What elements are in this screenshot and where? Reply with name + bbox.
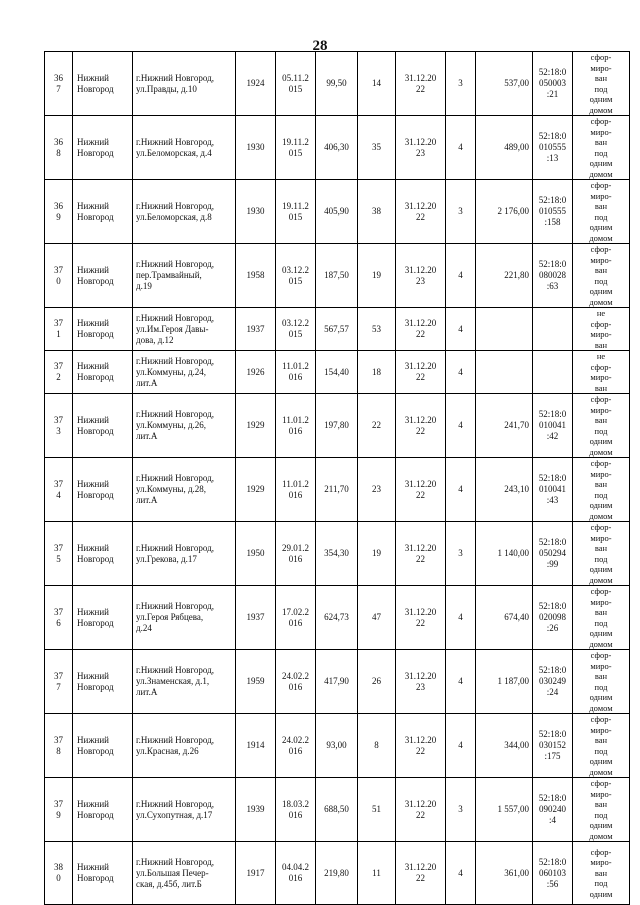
cadastral-number-cell: 52:18:0 080028 :63 <box>533 244 573 308</box>
resettlement-deadline-cell: 31.12.20 22 <box>396 52 446 116</box>
land-area-cell: 1 140,00 <box>476 522 533 586</box>
resettlement-deadline-cell: 31.12.20 22 <box>396 522 446 586</box>
address-cell: г.Нижний Новгород, ул.Сухопутная, д.17 <box>133 778 236 842</box>
city-cell: Нижний Новгород <box>73 714 133 778</box>
table-row <box>45 778 630 842</box>
residents-cell: 38 <box>358 180 396 244</box>
land-status-cell: сфор- миро- ван под одним домом <box>573 244 630 308</box>
year-built-cell: 1917 <box>236 842 276 905</box>
table-row <box>45 116 630 180</box>
cadastral-number-cell: 52:18:0 030249 :24 <box>533 650 573 714</box>
row-number-cell: 37 7 <box>45 650 73 714</box>
resettlement-deadline-cell: 31.12.20 23 <box>396 650 446 714</box>
land-area-cell: 241,70 <box>476 394 533 458</box>
land-area-cell: 674,40 <box>476 586 533 650</box>
area-cell: 219,80 <box>316 842 358 905</box>
cadastral-number-cell <box>533 351 573 394</box>
city-cell: Нижний Новгород <box>73 650 133 714</box>
city-cell: Нижний Новгород <box>73 522 133 586</box>
recognition-date-cell: 04.04.2 016 <box>276 842 316 905</box>
table-row <box>45 522 630 586</box>
recognition-date-cell: 29.01.2 016 <box>276 522 316 586</box>
land-status-cell: сфор- миро- ван под одним домом <box>573 778 630 842</box>
row-number-cell: 37 8 <box>45 714 73 778</box>
cadastral-number-cell: 52:18:0 010555 :13 <box>533 116 573 180</box>
recognition-date-cell: 18.03.2 016 <box>276 778 316 842</box>
table-row <box>45 244 630 308</box>
category-cell: 4 <box>446 308 476 351</box>
row-number-cell: 37 1 <box>45 308 73 351</box>
row-number-cell: 36 7 <box>45 52 73 116</box>
city-cell: Нижний Новгород <box>73 116 133 180</box>
city-cell: Нижний Новгород <box>73 180 133 244</box>
recognition-date-cell: 11.01.2 016 <box>276 394 316 458</box>
city-cell: Нижний Новгород <box>73 52 133 116</box>
table-row <box>45 394 630 458</box>
cadastral-number-cell: 52:18:0 090240 :4 <box>533 778 573 842</box>
address-cell: г.Нижний Новгород, ул.Коммуны, д.24, лит.А <box>133 351 236 394</box>
area-cell: 406,30 <box>316 116 358 180</box>
row-number-cell: 36 8 <box>45 116 73 180</box>
cadastral-number-cell: 52:18:0 050294 :99 <box>533 522 573 586</box>
land-area-cell <box>476 351 533 394</box>
cadastral-number-cell: 52:18:0 050003 :21 <box>533 52 573 116</box>
table-row <box>45 650 630 714</box>
category-cell: 4 <box>446 650 476 714</box>
residents-cell: 53 <box>358 308 396 351</box>
year-built-cell: 1939 <box>236 778 276 842</box>
cadastral-number-cell <box>533 308 573 351</box>
cadastral-number-cell: 52:18:0 010555 :158 <box>533 180 573 244</box>
category-cell: 4 <box>446 842 476 905</box>
land-area-cell: 1 557,00 <box>476 778 533 842</box>
land-status-cell: не сфор- миро- ван <box>573 351 630 394</box>
city-cell: Нижний Новгород <box>73 394 133 458</box>
address-cell: г.Нижний Новгород, ул.Коммуны, д.26, лит.А <box>133 394 236 458</box>
resettlement-deadline-cell: 31.12.20 22 <box>396 308 446 351</box>
table-body <box>45 52 630 905</box>
row-number-cell: 38 0 <box>45 842 73 905</box>
land-status-cell: сфор- миро- ван под одним <box>573 842 630 905</box>
area-cell: 154,40 <box>316 351 358 394</box>
residents-cell: 47 <box>358 586 396 650</box>
land-area-cell: 1 187,00 <box>476 650 533 714</box>
residents-cell: 18 <box>358 351 396 394</box>
land-status-cell: сфор- миро- ван под одним домом <box>573 522 630 586</box>
residents-cell: 19 <box>358 244 396 308</box>
table-row <box>45 180 630 244</box>
recognition-date-cell: 03.12.2 015 <box>276 244 316 308</box>
category-cell: 4 <box>446 244 476 308</box>
land-status-cell: сфор- миро- ван под одним домом <box>573 394 630 458</box>
table-row <box>45 308 630 351</box>
recognition-date-cell: 05.11.2 015 <box>276 52 316 116</box>
city-cell: Нижний Новгород <box>73 778 133 842</box>
city-cell: Нижний Новгород <box>73 458 133 522</box>
address-cell: г.Нижний Новгород, ул.Им.Героя Давы- дова, д.12 <box>133 308 236 351</box>
year-built-cell: 1959 <box>236 650 276 714</box>
resettlement-deadline-cell: 31.12.20 22 <box>396 180 446 244</box>
recognition-date-cell: 11.01.2 016 <box>276 458 316 522</box>
year-built-cell: 1914 <box>236 714 276 778</box>
resettlement-deadline-cell: 31.12.20 23 <box>396 116 446 180</box>
year-built-cell: 1930 <box>236 180 276 244</box>
category-cell: 3 <box>446 52 476 116</box>
row-number-cell: 37 6 <box>45 586 73 650</box>
row-number-cell: 36 9 <box>45 180 73 244</box>
recognition-date-cell: 03.12.2 015 <box>276 308 316 351</box>
resettlement-deadline-cell: 31.12.20 22 <box>396 394 446 458</box>
city-cell: Нижний Новгород <box>73 244 133 308</box>
year-built-cell: 1950 <box>236 522 276 586</box>
address-cell: г.Нижний Новгород, ул.Красная, д.26 <box>133 714 236 778</box>
row-number-cell: 37 9 <box>45 778 73 842</box>
resettlement-deadline-cell: 31.12.20 23 <box>396 244 446 308</box>
area-cell: 688,50 <box>316 778 358 842</box>
table-row <box>45 458 630 522</box>
land-status-cell: сфор- миро- ван под одним домом <box>573 650 630 714</box>
residents-cell: 51 <box>358 778 396 842</box>
recognition-date-cell: 17.02.2 016 <box>276 586 316 650</box>
address-cell: г.Нижний Новгород, пер.Трамвайный, д.19 <box>133 244 236 308</box>
area-cell: 624,73 <box>316 586 358 650</box>
year-built-cell: 1929 <box>236 394 276 458</box>
residents-cell: 35 <box>358 116 396 180</box>
area-cell: 211,70 <box>316 458 358 522</box>
category-cell: 4 <box>446 394 476 458</box>
address-cell: г.Нижний Новгород, ул.Героя Рябцева, д.24 <box>133 586 236 650</box>
cadastral-number-cell: 52:18:0 020098 :26 <box>533 586 573 650</box>
area-cell: 187,50 <box>316 244 358 308</box>
city-cell: Нижний Новгород <box>73 308 133 351</box>
address-cell: г.Нижний Новгород, ул.Большая Печер- ская, д.45б, лит.Б <box>133 842 236 905</box>
housing-register-table <box>44 51 630 905</box>
address-cell: г.Нижний Новгород, ул.Беломорская, д.8 <box>133 180 236 244</box>
land-status-cell: сфор- миро- ван под одним домом <box>573 116 630 180</box>
year-built-cell: 1958 <box>236 244 276 308</box>
row-number-cell: 37 4 <box>45 458 73 522</box>
year-built-cell: 1924 <box>236 52 276 116</box>
page-number: 28 <box>312 38 328 54</box>
land-status-cell: сфор- миро- ван под одним домом <box>573 458 630 522</box>
category-cell: 3 <box>446 180 476 244</box>
residents-cell: 22 <box>358 394 396 458</box>
recognition-date-cell: 19.11.2 015 <box>276 116 316 180</box>
recognition-date-cell: 24.02.2 016 <box>276 650 316 714</box>
table-row <box>45 842 630 905</box>
cadastral-number-cell: 52:18:0 010041 :43 <box>533 458 573 522</box>
city-cell: Нижний Новгород <box>73 842 133 905</box>
residents-cell: 11 <box>358 842 396 905</box>
land-status-cell: сфор- миро- ван под одним домом <box>573 180 630 244</box>
table-row <box>45 586 630 650</box>
year-built-cell: 1937 <box>236 586 276 650</box>
category-cell: 3 <box>446 522 476 586</box>
land-status-cell: сфор- миро- ван под одним домом <box>573 52 630 116</box>
residents-cell: 26 <box>358 650 396 714</box>
year-built-cell: 1926 <box>236 351 276 394</box>
area-cell: 417,90 <box>316 650 358 714</box>
land-area-cell: 2 176,00 <box>476 180 533 244</box>
residents-cell: 19 <box>358 522 396 586</box>
address-cell: г.Нижний Новгород, ул.Коммуны, д.28, лит.А <box>133 458 236 522</box>
land-area-cell: 243,10 <box>476 458 533 522</box>
residents-cell: 8 <box>358 714 396 778</box>
resettlement-deadline-cell: 31.12.20 22 <box>396 778 446 842</box>
land-area-cell: 361,00 <box>476 842 533 905</box>
row-number-cell: 37 5 <box>45 522 73 586</box>
resettlement-deadline-cell: 31.12.20 22 <box>396 842 446 905</box>
residents-cell: 23 <box>358 458 396 522</box>
resettlement-deadline-cell: 31.12.20 22 <box>396 586 446 650</box>
area-cell: 93,00 <box>316 714 358 778</box>
resettlement-deadline-cell: 31.12.20 22 <box>396 351 446 394</box>
land-area-cell: 221,80 <box>476 244 533 308</box>
city-cell: Нижний Новгород <box>73 351 133 394</box>
category-cell: 4 <box>446 116 476 180</box>
category-cell: 4 <box>446 586 476 650</box>
land-status-cell: сфор- миро- ван под одним домом <box>573 714 630 778</box>
resettlement-deadline-cell: 31.12.20 22 <box>396 714 446 778</box>
category-cell: 4 <box>446 458 476 522</box>
address-cell: г.Нижний Новгород, ул.Беломорская, д.4 <box>133 116 236 180</box>
table-row <box>45 52 630 116</box>
row-number-cell: 37 0 <box>45 244 73 308</box>
recognition-date-cell: 11.01.2 016 <box>276 351 316 394</box>
land-status-cell: сфор- миро- ван под одним домом <box>573 586 630 650</box>
land-area-cell: 537,00 <box>476 52 533 116</box>
year-built-cell: 1930 <box>236 116 276 180</box>
row-number-cell: 37 2 <box>45 351 73 394</box>
area-cell: 197,80 <box>316 394 358 458</box>
category-cell: 4 <box>446 351 476 394</box>
address-cell: г.Нижний Новгород, ул.Правды, д.10 <box>133 52 236 116</box>
cadastral-number-cell: 52:18:0 060103 :56 <box>533 842 573 905</box>
table-row <box>45 351 630 394</box>
area-cell: 99,50 <box>316 52 358 116</box>
table-row <box>45 714 630 778</box>
land-area-cell: 344,00 <box>476 714 533 778</box>
row-number-cell: 37 3 <box>45 394 73 458</box>
recognition-date-cell: 19.11.2 015 <box>276 180 316 244</box>
recognition-date-cell: 24.02.2 016 <box>276 714 316 778</box>
area-cell: 567,57 <box>316 308 358 351</box>
land-area-cell: 489,00 <box>476 116 533 180</box>
land-area-cell <box>476 308 533 351</box>
cadastral-number-cell: 52:18:0 030152 :175 <box>533 714 573 778</box>
year-built-cell: 1937 <box>236 308 276 351</box>
land-status-cell: не сфор- миро- ван <box>573 308 630 351</box>
address-cell: г.Нижний Новгород, ул.Знаменская, д.1, лит.А <box>133 650 236 714</box>
resettlement-deadline-cell: 31.12.20 22 <box>396 458 446 522</box>
category-cell: 3 <box>446 778 476 842</box>
category-cell: 4 <box>446 714 476 778</box>
area-cell: 405,90 <box>316 180 358 244</box>
cadastral-number-cell: 52:18:0 010041 :42 <box>533 394 573 458</box>
address-cell: г.Нижний Новгород, ул.Грекова, д.17 <box>133 522 236 586</box>
year-built-cell: 1929 <box>236 458 276 522</box>
city-cell: Нижний Новгород <box>73 586 133 650</box>
residents-cell: 14 <box>358 52 396 116</box>
area-cell: 354,30 <box>316 522 358 586</box>
